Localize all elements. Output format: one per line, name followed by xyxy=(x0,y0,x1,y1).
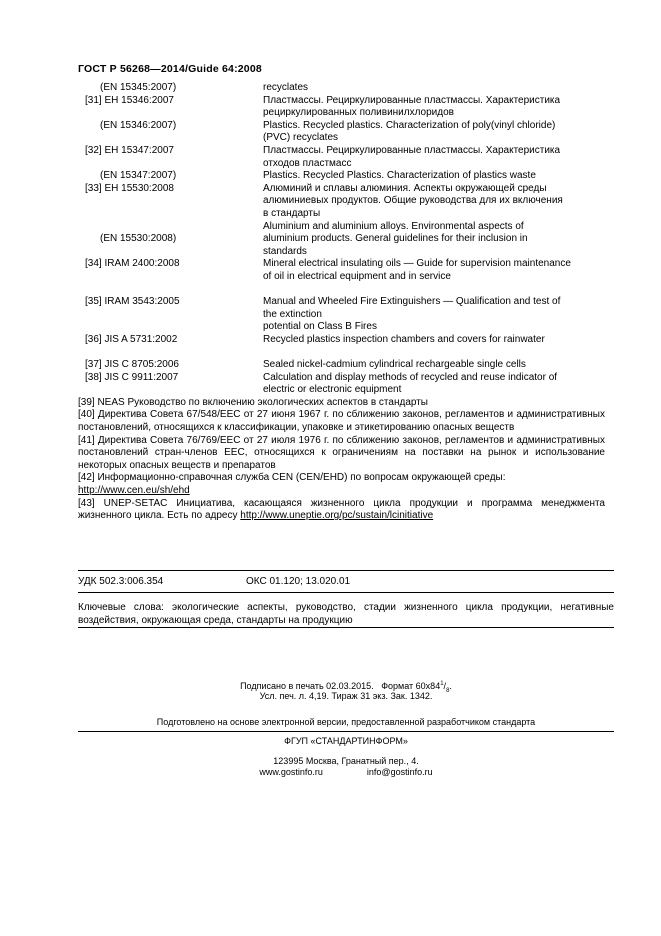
entry-number: [35] IRAM 3543:2005 xyxy=(85,296,180,308)
entry-title-ru: в стандарты xyxy=(263,207,321,219)
bibliography-entry-full: [39] NEAS Руководство по включению экологических аспектов в стандарты xyxy=(78,396,428,408)
bibliography-entry xyxy=(78,296,605,334)
entry-title-ru: Пластмассы. Рециркулированные пластмассы. Характеристика xyxy=(263,94,561,106)
bibliography-entry-full xyxy=(78,472,605,497)
bibliography-entry xyxy=(78,359,605,372)
entry-number: [37] JIS C 8705:2006 xyxy=(85,359,179,371)
bibliography-entry-full xyxy=(78,498,605,523)
entry-title-ru: отходов пластмасс xyxy=(263,157,352,169)
entry-title-en: aluminium products. General guidelines for their inclusion in xyxy=(263,233,528,245)
publisher-address: 123995 Москва, Гранатный пер., 4. xyxy=(273,756,419,766)
oks-code: ОКС 01.120; 13.020.01 xyxy=(246,576,351,587)
bibliography-entry xyxy=(78,145,605,183)
entry-number: [33] ЕН 15530:2008 xyxy=(85,182,174,194)
divider xyxy=(78,731,614,732)
publisher-name: ФГУП «СТАНДАРТИНФОРМ» xyxy=(284,736,408,746)
divider xyxy=(78,570,614,571)
bibliography-entry xyxy=(78,183,605,259)
entry-title-en: of oil in electrical equipment and in service xyxy=(263,270,451,282)
entry-title-en: potential on Class B Fires xyxy=(263,321,377,333)
document-header: ГОСТ Р 56268—2014/Guide 64:2008 xyxy=(78,63,262,75)
entry-title-en: the extinction xyxy=(263,308,322,320)
entry-title-en: Calculation and display methods of recycled and reuse indicator of xyxy=(263,371,558,383)
entry-title-ru: Пластмассы. Рециркулированные пластмассы. Характеристика xyxy=(263,144,561,156)
entry-title-en: standards xyxy=(263,245,307,257)
bibliography-entry xyxy=(78,95,605,145)
bibliography-entry xyxy=(78,372,605,397)
unep-link[interactable]: http://www.uneptie.org/pc/sustain/lcinitiative xyxy=(240,510,434,522)
email[interactable]: info@gostinfo.ru xyxy=(366,767,433,777)
entry-title-ru: алюминиевых продуктов. Общие руководства для их включения xyxy=(263,195,563,207)
cen-link[interactable]: http://www.cen.eu/sh/ehd xyxy=(78,485,190,496)
entry-number: [34] IRAM 2400:2008 xyxy=(85,258,180,270)
entry-number: [31] ЕН 15346:2007 xyxy=(85,94,174,106)
entry-text: [43] UNEP-SETAC Инициатива, касающаяся жизненного цикла продукции и программа менеджмента жизненного цикла. Есть по адресу xyxy=(78,497,605,522)
udk-code: УДК 502.3:006.354 xyxy=(78,576,164,587)
entry-number: [38] JIS C 9911:2007 xyxy=(85,371,179,383)
original-code: (EN 15346:2007) xyxy=(100,119,177,131)
entry-title-ru: Алюминий и сплавы алюминия. Аспекты окружающей среды xyxy=(263,182,547,194)
entry-text: recyclates xyxy=(263,82,309,93)
entry-number: [32] ЕН 15347:2007 xyxy=(85,144,174,156)
divider xyxy=(78,627,614,628)
original-code: (EN 15347:2007) xyxy=(100,170,177,182)
entry-title-en: Recycled plastics inspection chambers and covers for rainwater xyxy=(263,333,545,345)
entry-title-en: Plastics. Recycled Plastics. Characterization of plastics waste xyxy=(263,170,536,182)
entry-title-en: Mineral electrical insulating oils — Guide for supervision maintenance xyxy=(263,258,571,270)
entry-number: [36] JIS A 5731:2002 xyxy=(85,333,178,345)
bibliography-entry xyxy=(78,334,605,347)
entry-title-en: Plastics. Recycled plastics. Characterization of poly(vinyl chloride) xyxy=(263,119,556,131)
keywords: Ключевые слова: экологические аспекты, руководство, стадии жизненного цикла продукции, негативные воздействия, окружающая среда, стандарты на продукцию xyxy=(78,602,614,626)
bibliography-entry-full: [40] Директива Совета 67/548/ЕЕС от 27 июня 1967 г. по сближению законов, регламентов и административных постановлений, относящихся к классификации, упаковке и этикетированию опасных веществ xyxy=(78,409,605,434)
entry-title-en: electric or electronic equipment xyxy=(263,384,402,396)
entry-title-en: Sealed nickel-cadmium cylindrical rechargeable single cells xyxy=(263,359,526,371)
entry-title-en: (PVC) recyclates xyxy=(263,132,339,144)
bibliography-entry-full: [41] Директива Совета 76/769/ЕЕС от 27 июля 1976 г. по сближению законов, регламентов и административных постановлений стран-членов ЕЕС, относящихся к ограничениям на поставки на рынок и использование некоторых опасных веществ и препаратов xyxy=(78,434,605,471)
entry-title-en: Aluminium and aluminium alloys. Environmental aspects of xyxy=(263,220,524,232)
bibliography-entry xyxy=(78,258,605,283)
entry-title-en: Manual and Wheeled Fire Extinguishers — Qualification and test of xyxy=(263,296,561,308)
print-run: Усл. печ. л. 4,19. Тираж 31 экз. Зак. 1342. xyxy=(259,691,433,701)
original-code: (EN 15530:2008) xyxy=(100,233,177,245)
entry-title-ru: рециркулированных поливинилхлоридов xyxy=(263,107,454,119)
classification-row xyxy=(78,576,351,587)
format: Формат $60x84^1/_8$. xyxy=(381,681,452,694)
website[interactable]: www.gostinfo.ru xyxy=(259,767,323,777)
bibliography-entry xyxy=(78,82,605,95)
entry-text: [42] Информационно-справочная служба CEN (CEN/EHD) по вопросам окружающей среды: xyxy=(78,472,506,484)
contacts xyxy=(78,766,614,778)
original-code: (EN 15345:2007) xyxy=(100,82,177,93)
prepared-note: Подготовлено на основе электронной версии, предоставленной разработчиком стандарта xyxy=(156,717,536,727)
divider xyxy=(78,592,614,593)
bibliography-list xyxy=(78,82,605,523)
signed-date: Подписано в печать 02.03.2015. xyxy=(240,681,374,691)
